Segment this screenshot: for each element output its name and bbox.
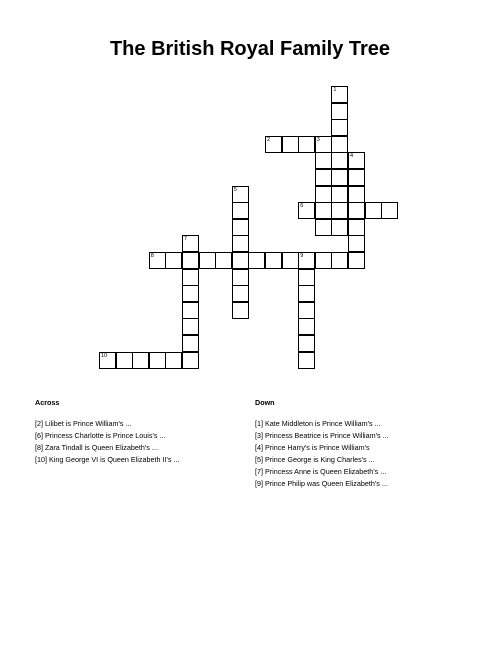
crossword-cell[interactable] bbox=[315, 219, 332, 236]
crossword-cell[interactable] bbox=[298, 285, 315, 302]
crossword-cell[interactable] bbox=[331, 169, 348, 186]
crossword-cell[interactable] bbox=[348, 202, 365, 219]
crossword-cell[interactable] bbox=[348, 186, 365, 203]
crossword-cell[interactable] bbox=[331, 119, 348, 136]
crossword-cell[interactable] bbox=[365, 202, 382, 219]
crossword-cell[interactable] bbox=[215, 252, 232, 269]
clue-down-5: [5] Prince George is King Charles's ... bbox=[255, 455, 375, 464]
crossword-cell[interactable] bbox=[265, 252, 282, 269]
clue-number: 2 bbox=[267, 136, 271, 143]
crossword-cell[interactable] bbox=[298, 269, 315, 286]
crossword-cell[interactable] bbox=[331, 252, 348, 269]
crossword-cell[interactable] bbox=[331, 219, 348, 236]
crossword-cell[interactable] bbox=[182, 235, 199, 252]
clue-down-4: [4] Prince Harry's is Prince William's bbox=[255, 443, 370, 452]
crossword-cell[interactable] bbox=[331, 152, 348, 169]
clue-number: 7 bbox=[184, 236, 188, 243]
crossword-cell[interactable] bbox=[248, 252, 265, 269]
crossword-cell[interactable] bbox=[282, 136, 299, 153]
crossword-cell[interactable] bbox=[182, 252, 199, 269]
crossword-cell[interactable] bbox=[232, 269, 249, 286]
crossword-cell[interactable] bbox=[298, 136, 315, 153]
crossword-cell[interactable] bbox=[232, 202, 249, 219]
crossword-cell[interactable] bbox=[331, 103, 348, 120]
crossword-cell[interactable] bbox=[132, 352, 149, 369]
crossword-cell[interactable] bbox=[232, 235, 249, 252]
crossword-cell[interactable] bbox=[348, 169, 365, 186]
crossword-cell[interactable] bbox=[315, 152, 332, 169]
crossword-cell[interactable] bbox=[232, 219, 249, 236]
crossword-cell[interactable] bbox=[182, 285, 199, 302]
crossword-cell[interactable] bbox=[149, 352, 166, 369]
crossword-cell[interactable] bbox=[298, 302, 315, 319]
clue-number: 4 bbox=[350, 153, 354, 160]
crossword-cell[interactable] bbox=[165, 352, 182, 369]
page-title: The British Royal Family Tree bbox=[109, 38, 391, 60]
clue-number: 1 bbox=[333, 87, 337, 93]
crossword-cell[interactable] bbox=[315, 186, 332, 203]
crossword-cell[interactable] bbox=[165, 252, 182, 269]
crossword-cell[interactable] bbox=[232, 252, 249, 269]
clue-number: 10 bbox=[101, 352, 108, 359]
crossword-cell[interactable] bbox=[331, 136, 348, 153]
crossword-cell[interactable] bbox=[149, 252, 166, 269]
crossword-cell[interactable] bbox=[331, 202, 348, 219]
across-heading: Across bbox=[35, 398, 60, 407]
clue-down-9: [9] Prince Philip was Queen Elizabeth's ... bbox=[255, 479, 388, 488]
crossword-cell[interactable] bbox=[182, 318, 199, 335]
crossword-cell[interactable] bbox=[182, 269, 199, 286]
crossword-cell[interactable] bbox=[348, 252, 365, 269]
clue-down-7: [7] Princess Anne is Queen Elizabeth's ... bbox=[255, 467, 387, 476]
clue-number: 6 bbox=[300, 203, 304, 210]
crossword-cell[interactable] bbox=[232, 186, 249, 203]
crossword-cell[interactable] bbox=[298, 335, 315, 352]
crossword-cell[interactable] bbox=[348, 152, 365, 169]
crossword-cell[interactable] bbox=[315, 136, 332, 153]
down-heading: Down bbox=[255, 398, 275, 407]
clue-across-6: [6] Princess Charlotte is Prince Louis's ... bbox=[35, 431, 166, 440]
clue-down-3: [3] Princess Beatrice is Prince William's ... bbox=[255, 431, 389, 440]
crossword-cell[interactable] bbox=[331, 86, 348, 103]
crossword-cell[interactable] bbox=[348, 219, 365, 236]
crossword-cell[interactable] bbox=[182, 302, 199, 319]
crossword-cell[interactable] bbox=[331, 186, 348, 203]
crossword-cell[interactable] bbox=[298, 202, 315, 219]
across-clues bbox=[35, 397, 179, 466]
clue-number: 3 bbox=[316, 136, 320, 143]
crossword-cell[interactable] bbox=[265, 136, 282, 153]
crossword-cell[interactable] bbox=[282, 252, 299, 269]
clue-number: 9 bbox=[300, 253, 304, 259]
clue-down-1: [1] Kate Middleton is Prince William's ... bbox=[255, 419, 381, 428]
crossword-cell[interactable] bbox=[232, 302, 249, 319]
crossword-cell[interactable] bbox=[232, 285, 249, 302]
crossword-cell[interactable] bbox=[315, 169, 332, 186]
crossword-cell[interactable] bbox=[381, 202, 398, 219]
clue-across-2: [2] Lilibet is Prince William's ... bbox=[35, 419, 132, 428]
clue-across-8: [8] Zara Tindall is Queen Elizabeth's ... bbox=[35, 443, 158, 452]
crossword-cell[interactable] bbox=[298, 318, 315, 335]
crossword-cell[interactable] bbox=[315, 252, 332, 269]
crossword-cell[interactable] bbox=[298, 252, 315, 269]
down-clues bbox=[255, 397, 389, 490]
clue-number: 8 bbox=[150, 253, 154, 259]
crossword-cell[interactable] bbox=[298, 352, 315, 369]
crossword-cell[interactable] bbox=[182, 352, 199, 369]
crossword-cell[interactable] bbox=[348, 235, 365, 252]
clue-number: 5 bbox=[233, 186, 237, 193]
crossword-cell[interactable] bbox=[182, 335, 199, 352]
crossword-cell[interactable] bbox=[99, 352, 116, 369]
crossword-cell[interactable] bbox=[199, 252, 216, 269]
clue-across-10: [10] King George VI is Queen Elizabeth II's ... bbox=[35, 455, 180, 464]
crossword-cell[interactable] bbox=[116, 352, 133, 369]
crossword-cell[interactable] bbox=[315, 202, 332, 219]
